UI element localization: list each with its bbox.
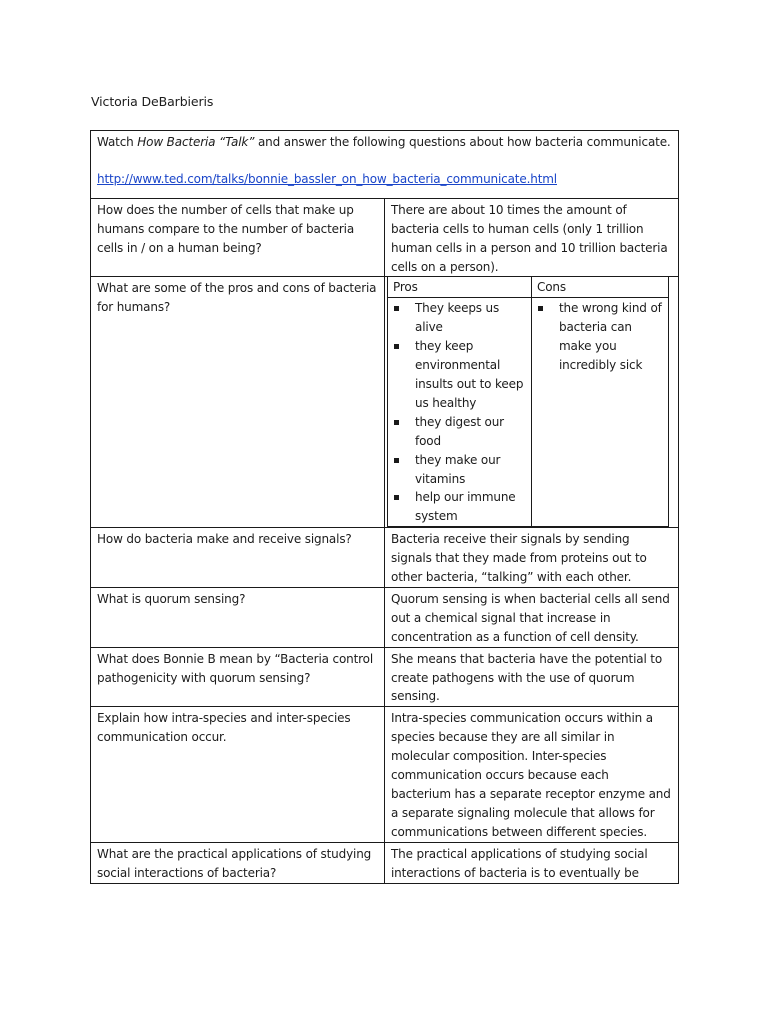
table-row bbox=[91, 842, 679, 883]
list-item: They keeps us alive bbox=[388, 299, 529, 337]
table-row bbox=[91, 647, 679, 707]
table-row bbox=[91, 707, 679, 842]
cons-list-cell bbox=[532, 298, 669, 527]
list-item: help our immune system bbox=[388, 488, 529, 526]
question-cell: What are the practical applications of studying social interactions of bacteria? bbox=[91, 842, 385, 883]
pros-header: Pros bbox=[388, 277, 532, 297]
question-cell: What is quorum sensing? bbox=[91, 587, 385, 647]
pros-list bbox=[388, 299, 529, 526]
video-link[interactable]: http://www.ted.com/talks/bonnie_bassler_on_how_bacteria_communicate.html bbox=[97, 171, 557, 186]
answer-cell: Quorum sensing is when bacterial cells all send out a chemical signal that increase in concentration as a function of cell density. bbox=[385, 587, 679, 647]
pros-cons-table bbox=[387, 277, 669, 527]
question-cell: How does the number of cells that make up humans compare to the number of bacteria cells in / on a human being? bbox=[91, 198, 385, 277]
table-row bbox=[91, 528, 679, 588]
author-name: Victoria DeBarbieris bbox=[91, 94, 214, 109]
intro-cell bbox=[91, 131, 679, 199]
table-row bbox=[91, 198, 679, 277]
table-row-pros-cons bbox=[91, 277, 679, 528]
pros-list-cell bbox=[388, 298, 532, 527]
answer-cell: She means that bacteria have the potential to create pathogens with the use of quorum sensing. bbox=[385, 647, 679, 707]
question-cell: What are some of the pros and cons of bacteria for humans? bbox=[91, 277, 385, 528]
worksheet-table bbox=[90, 130, 679, 884]
answer-cell: Bacteria receive their signals by sending signals that they made from proteins out to other bacteria, “talking” with each other. bbox=[385, 528, 679, 588]
list-item: they digest our food bbox=[388, 413, 529, 451]
question-cell: What does Bonnie B mean by “Bacteria control pathogenicity with quorum sensing? bbox=[91, 647, 385, 707]
intro-row bbox=[91, 131, 679, 199]
answer-cell: There are about 10 times the amount of bacteria cells to human cells (only 1 trillion human cells in a person and 10 trillion bacteria cells on a person). bbox=[385, 198, 679, 277]
list-item: the wrong kind of bacteria can make you incredibly sick bbox=[532, 299, 664, 375]
question-cell: Explain how intra-species and inter-species communication occur. bbox=[91, 707, 385, 842]
intro-prefix: Watch bbox=[97, 135, 138, 149]
table-row bbox=[91, 587, 679, 647]
pros-cons-cell bbox=[385, 277, 679, 528]
answer-cell: Intra-species communication occurs within a species because they are all similar in molecular composition. Inter-species communication occurs because each bacterium has a separate receptor enzyme and a separate signaling molecule that allows for communications between different species. bbox=[385, 707, 679, 842]
answer-cell: The practical applications of studying social interactions of bacteria is to eventually be bbox=[385, 842, 679, 883]
list-item: they make our vitamins bbox=[388, 451, 529, 489]
video-title: How Bacteria “Talk” bbox=[137, 135, 255, 149]
question-cell: How do bacteria make and receive signals? bbox=[91, 528, 385, 588]
cons-list bbox=[532, 299, 664, 375]
intro-text bbox=[97, 133, 672, 152]
intro-suffix: and answer the following questions about how bacteria communicate. bbox=[254, 135, 671, 149]
list-item: they keep environmental insults out to keep us healthy bbox=[388, 337, 529, 413]
cons-header: Cons bbox=[532, 277, 669, 297]
